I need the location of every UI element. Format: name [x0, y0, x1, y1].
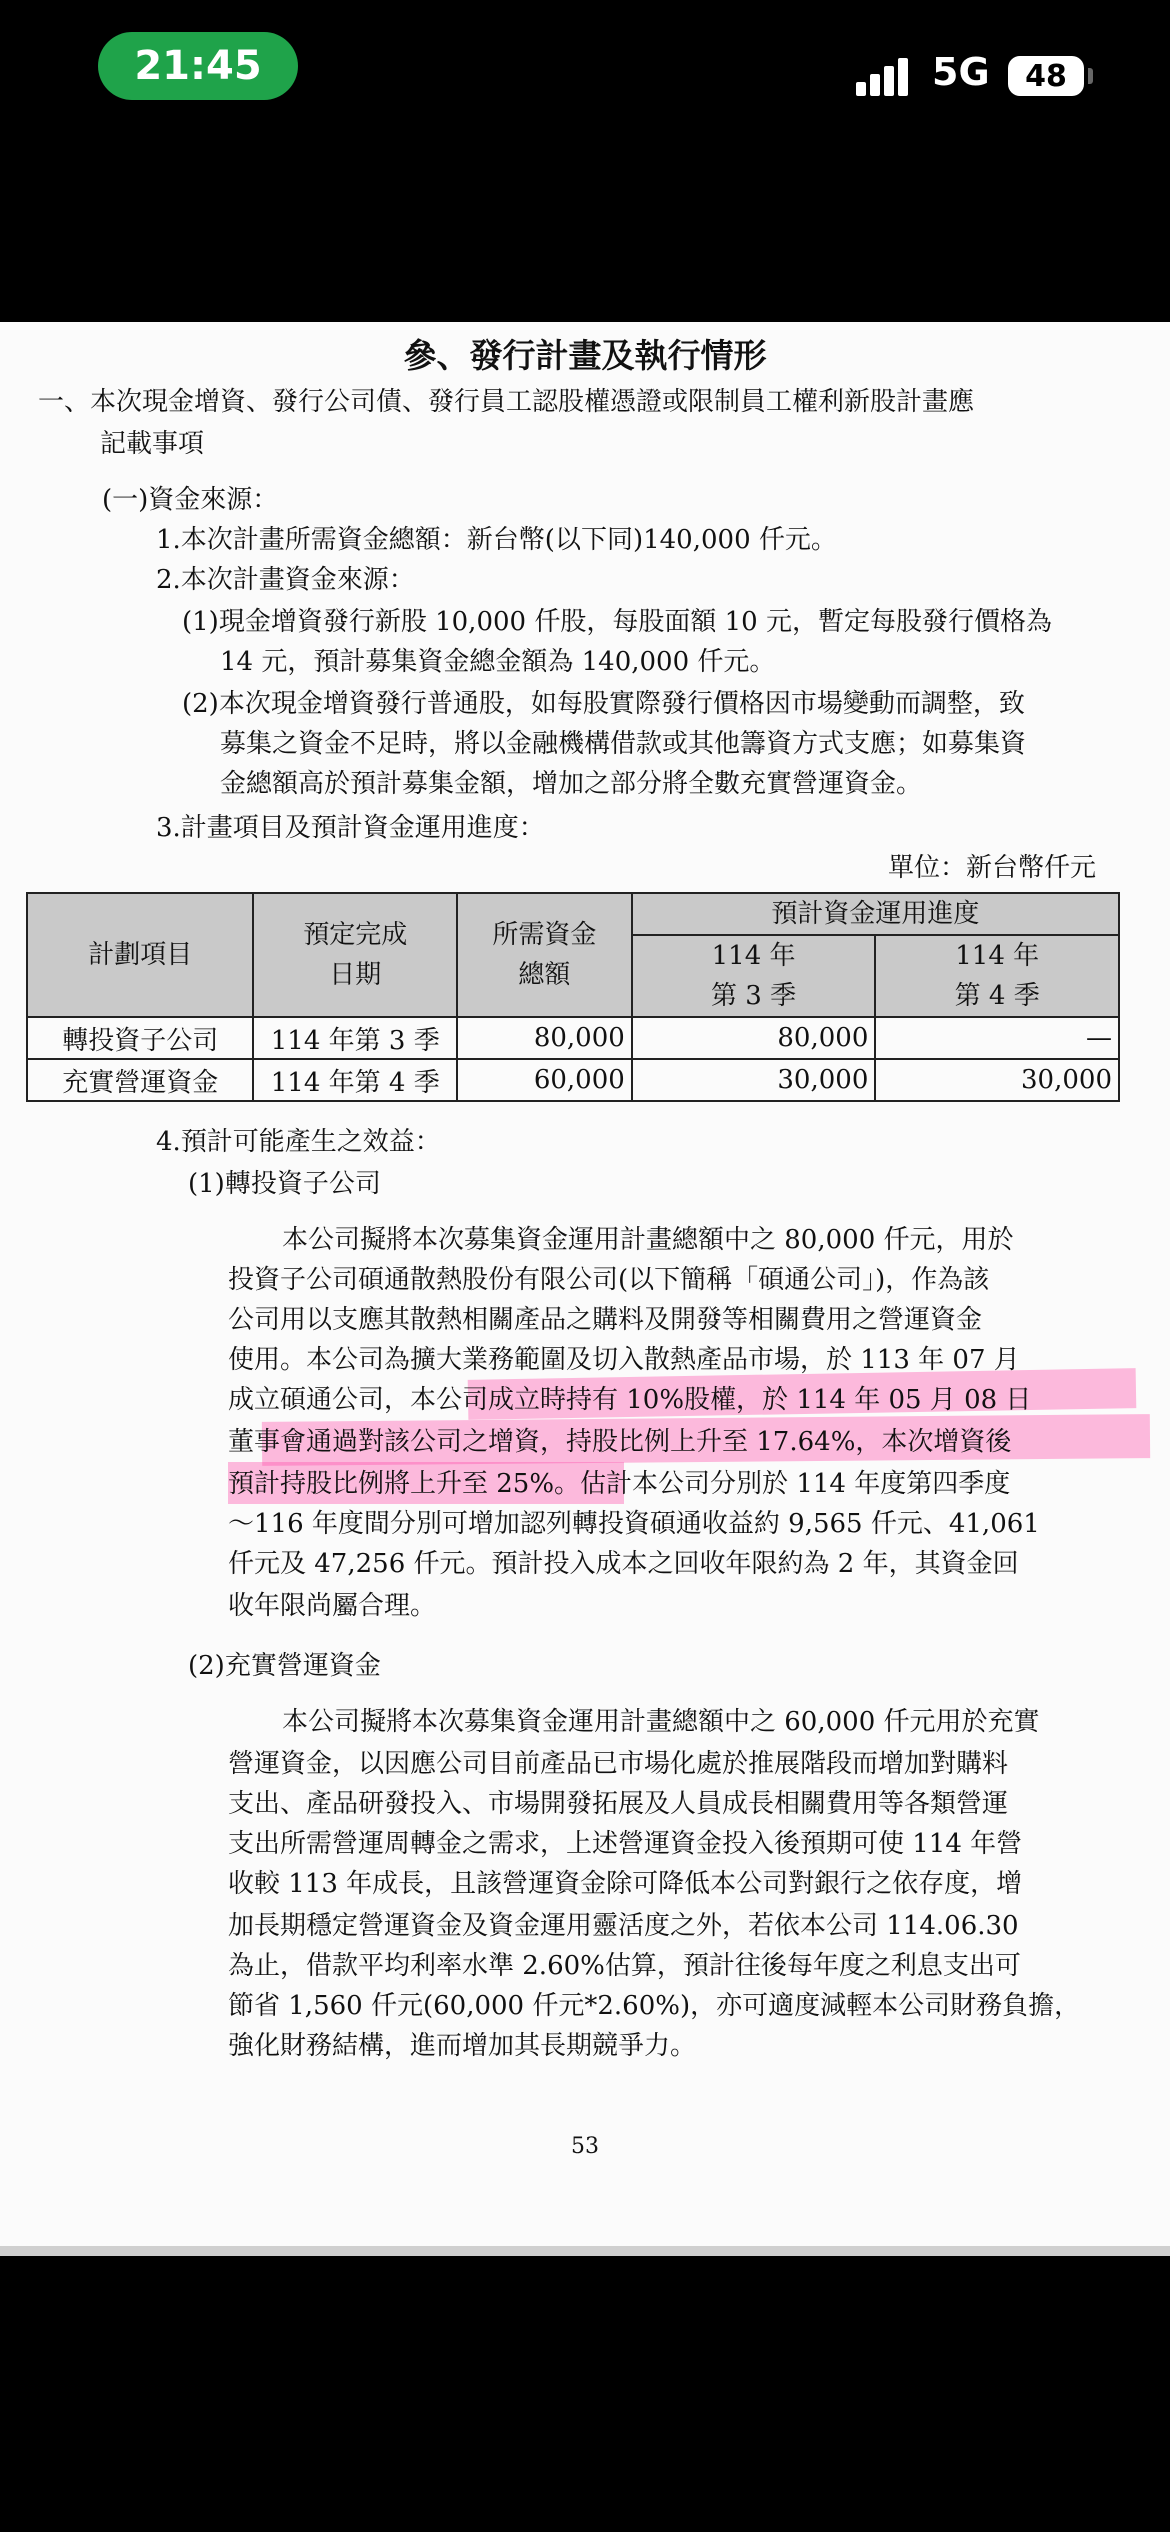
text-line: 本公司擬將本次募集資金運用計畫總額中之 60,000 仟元用於充實: [282, 1707, 1040, 1737]
text-line: 加長期穩定營運資金及資金運用靈活度之外，若依本公司 114.06.30: [228, 1911, 1019, 1941]
cell-date: 114 年第 3 季: [253, 1017, 457, 1059]
cell-item: 轉投資子公司: [27, 1017, 253, 1059]
page-number: 53: [571, 2134, 599, 2159]
table-row: [27, 1017, 1119, 1059]
cell-q3: 30,000: [632, 1059, 876, 1101]
text-line: 金總額高於預計募集金額，增加之部分將全數充實營運資金。: [220, 769, 923, 799]
text-line: 1.本次計畫所需資金總額：新台幣(以下同)140,000 仟元。: [156, 525, 837, 555]
text-line: 強化財務結構，進而增加其長期競爭力。: [228, 2031, 697, 2061]
cell-total: 60,000: [457, 1059, 632, 1101]
section-title: 參、發行計畫及執行情形: [403, 336, 767, 375]
text-line: 節省 1,560 仟元(60,000 仟元*2.60%)，亦可適度減輕本公司財務負擔，: [228, 1991, 1081, 2021]
cell-q4: 30,000: [875, 1059, 1119, 1101]
cell-q3: 80,000: [632, 1017, 876, 1059]
network-label: 5G: [932, 50, 990, 94]
page-divider: [0, 2246, 1170, 2256]
th-q4: 114 年 第 4 季: [875, 935, 1119, 1017]
text-line: 14 元，預計募集資金總金額為 140,000 仟元。: [220, 647, 776, 677]
text-line: 2.本次計畫資金來源：: [156, 565, 415, 595]
signal-icon: [856, 56, 916, 96]
unit-label: 單位：新台幣仟元: [888, 853, 1097, 883]
th-progress: 預計資金運用進度: [632, 893, 1119, 935]
th-date: 預定完成 日期: [253, 893, 457, 1017]
th-q3: 114 年 第 3 季: [632, 935, 876, 1017]
funding-table: [26, 892, 1120, 1102]
cell-total: 80,000: [457, 1017, 632, 1059]
text-line: 支出所需營運周轉金之需求，上述營運資金投入後預期可使 114 年營: [228, 1829, 1023, 1859]
text-line: 投資子公司碩通散熱股份有限公司(以下簡稱「碩通公司」)，作為該: [228, 1265, 990, 1295]
text-line: (1)轉投資子公司: [188, 1169, 381, 1199]
text-line: ～116 年度間分別可增加認列轉投資碩通收益約 9,565 仟元、41,061: [228, 1509, 1040, 1539]
text-line: 收較 113 年成長，且該營運資金除可降低本公司對銀行之依存度，增: [228, 1869, 1023, 1899]
text-line: 為止，借款平均利率水準 2.60%估算，預計往後每年度之利息支出可: [228, 1951, 1021, 1981]
table-row: [27, 1059, 1119, 1101]
text-line: 仟元及 47,256 仟元。預計投入成本之回收年限約為 2 年，其資金回: [228, 1549, 1019, 1579]
text-line: 公司用以支應其散熱相關產品之購料及開發等相關費用之營運資金: [228, 1305, 983, 1335]
th-item: 計劃項目: [27, 893, 253, 1017]
text-line: 記載事項: [100, 429, 205, 459]
text-line: 本公司擬將本次募集資金運用計畫總額中之 80,000 仟元，用於: [282, 1225, 1014, 1255]
text-line: 成立碩通公司，本公司成立時持有 10%股權，於 114 年 05 月 08 日: [228, 1385, 1032, 1415]
text-line: 支出、產品研發投入、市場開發拓展及人員成長相關費用等各類營運: [228, 1789, 1009, 1819]
text-line: 收年限尚屬合理。: [228, 1591, 437, 1621]
cell-date: 114 年第 4 季: [253, 1059, 457, 1101]
text-line: (2)本次現金增資發行普通股，如每股實際發行價格因市場變動而調整，致: [182, 689, 1025, 719]
cell-q4: —: [875, 1017, 1119, 1059]
text-line: 使用。本公司為擴大業務範圍及切入散熱產品市場，於 113 年 07 月: [228, 1345, 1020, 1375]
text-line: 3.計畫項目及預計資金運用進度：: [156, 813, 545, 843]
text-line: 董事會通過對該公司之增資，持股比例上升至 17.64%，本次增資後: [228, 1427, 1012, 1457]
battery-tip: [1088, 68, 1093, 84]
cell-item: 充實營運資金: [27, 1059, 253, 1101]
text-line: (一)資金來源：: [102, 485, 279, 515]
text-line: (2)充實營運資金: [188, 1651, 381, 1681]
text-line: 4.預計可能產生之效益：: [156, 1127, 441, 1157]
text-line: 預計持股比例將上升至 25%。估計本公司分別於 114 年度第四季度: [228, 1469, 1011, 1499]
th-total: 所需資金 總額: [457, 893, 632, 1017]
text-line: 募集之資金不足時，將以金融機構借款或其他籌資方式支應；如募集資: [220, 729, 1027, 759]
status-bar: [0, 0, 1170, 330]
text-line: 營運資金，以因應公司目前產品已市場化處於推展階段而增加對購料: [228, 1749, 1009, 1779]
battery-icon: 48: [1008, 56, 1084, 96]
text-line: 一、本次現金增資、發行公司債、發行員工認股權憑證或限制員工權利新股計畫應: [38, 387, 975, 417]
text-line: (1)現金增資發行新股 10,000 仟股，每股面額 10 元，暫定每股發行價格為: [182, 607, 1052, 637]
status-time[interactable]: 21:45: [98, 32, 298, 100]
